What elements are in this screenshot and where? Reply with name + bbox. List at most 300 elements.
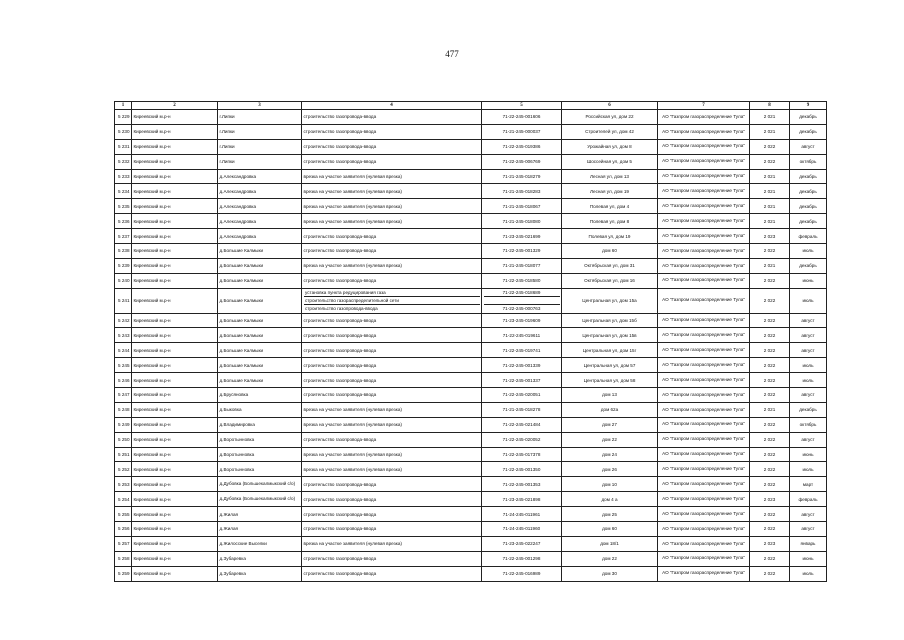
month: август [790,507,827,522]
organization: АО "Газпром газораспределение Тула" [658,184,750,199]
month: июль [790,373,827,388]
month: июнь [790,273,827,288]
year: 2 022 [750,432,790,447]
address: Российская ул, дом 22 [562,110,658,125]
application-id: 71-22-245-019386 [482,139,562,154]
settlement: д.Большие Калмыки [218,343,302,358]
year: 2 023 [750,229,790,244]
district: Киреевский м.р-н [132,566,218,581]
year: 2 021 [750,402,790,417]
settlement: д.Большие Калмыки [218,358,302,373]
table-row [115,522,827,537]
application-id: 71-22-245-018580 [482,273,562,288]
row-number: 5 241 [115,288,132,313]
month: август [790,432,827,447]
table-row [115,507,827,522]
year: 2 022 [750,139,790,154]
district: Киреевский м.р-н [132,432,218,447]
application-id-part [484,297,560,305]
column-header: 4 [302,102,482,110]
month: февраль [790,492,827,507]
application-id: 71-22-245-019741 [482,343,562,358]
month: октябрь [790,417,827,432]
settlement: г.Липки [218,124,302,139]
settlement: д.Александровка [218,199,302,214]
district: Киреевский м.р-н [132,124,218,139]
table-row [115,313,827,328]
work-type: строительство газопровода-ввода [302,432,482,447]
district: Киреевский м.р-н [132,313,218,328]
row-number: 5 247 [115,388,132,403]
address: Полевая ул, дом 4 [562,199,658,214]
settlement: д.Брусяновка [218,388,302,403]
column-header: 7 [658,102,750,110]
address: дом 4 а [562,492,658,507]
settlement: д.Воротынновка [218,447,302,462]
work-type: строительство газопровода-ввода [302,273,482,288]
year: 2 022 [750,343,790,358]
column-header: 9 [790,102,827,110]
settlement: д.Зубаревка [218,551,302,566]
application-id: 71-22-245-019611 [482,328,562,343]
district: Киреевский м.р-н [132,492,218,507]
address: Центральная ул, дом 15б [562,313,658,328]
table-row [115,154,827,169]
settlement: д.Александровка [218,214,302,229]
table-row [115,288,827,313]
application-id: 71-23-245-019609 [482,313,562,328]
year: 2 022 [750,477,790,492]
organization: АО "Газпром газораспределение Тула" [658,432,750,447]
address: дом 10 [562,477,658,492]
application-id-part: 71-22-245-018689 [484,289,560,297]
district: Киреевский м.р-н [132,154,218,169]
district: Киреевский м.р-н [132,258,218,273]
month: август [790,343,827,358]
settlement: д.Воротынновка [218,462,302,477]
work-type: строительство газопровода-ввода [302,313,482,328]
settlement: д.Большие Калмыки [218,273,302,288]
row-number: 5 243 [115,328,132,343]
district: Киреевский м.р-н [132,110,218,125]
organization: АО "Газпром газораспределение Тула" [658,258,750,273]
organization: АО "Газпром газораспределение Тула" [658,343,750,358]
table-row [115,328,827,343]
row-number: 5 234 [115,184,132,199]
row-number: 5 238 [115,244,132,259]
work-type: врезка на участке заявителя (нулевая врезка) [302,402,482,417]
table-row [115,169,827,184]
settlement: д.Большие Калмыки [218,258,302,273]
settlement: д.Александровка [218,229,302,244]
district: Киреевский м.р-н [132,199,218,214]
table-row [115,214,827,229]
table-row [115,566,827,581]
month: январь [790,536,827,551]
application-id [482,288,562,313]
column-header: 1 [115,102,132,110]
work-type: врезка на участке заявителя (нулевая врезка) [302,214,482,229]
district: Киреевский м.р-н [132,388,218,403]
row-number: 5 252 [115,462,132,477]
row-number: 5 233 [115,169,132,184]
column-header: 2 [132,102,218,110]
district: Киреевский м.р-н [132,462,218,477]
address: Полевая ул, дом 19 [562,229,658,244]
application-id: 71-21-245-000037 [482,124,562,139]
work-type: врезка на участке заявителя (нулевая врезка) [302,536,482,551]
address: дом 18/1 [562,536,658,551]
district: Киреевский м.р-н [132,477,218,492]
year: 2 022 [750,244,790,259]
year: 2 022 [750,551,790,566]
column-header: 5 [482,102,562,110]
application-id: 71-22-245-001329 [482,244,562,259]
table-row [115,110,827,125]
district: Киреевский м.р-н [132,373,218,388]
application-id: 71-22-245-001350 [482,462,562,477]
year: 2 022 [750,313,790,328]
year: 2 021 [750,214,790,229]
year: 2 022 [750,462,790,477]
month: октябрь [790,154,827,169]
row-number: 5 231 [115,139,132,154]
application-id: 71-21-245-018278 [482,402,562,417]
address: дом 26 [562,462,658,477]
settlement: д.Александровка [218,184,302,199]
address: дом 60 [562,244,658,259]
organization: АО "Газпром газораспределение Тула" [658,507,750,522]
work-type: врезка на участке заявителя (нулевая врезка) [302,184,482,199]
row-number: 5 253 [115,477,132,492]
settlement: д.Жилосские Выселки [218,536,302,551]
settlement: г.Липки [218,139,302,154]
row-number: 5 251 [115,447,132,462]
organization: АО "Газпром газораспределение Тула" [658,229,750,244]
address: Центральная ул, дом 58 [562,373,658,388]
month: декабрь [790,199,827,214]
row-number: 5 236 [115,214,132,229]
work-type: врезка на участке заявителя (нулевая врезка) [302,447,482,462]
district: Киреевский м.р-н [132,139,218,154]
table-row [115,536,827,551]
year: 2 022 [750,417,790,432]
row-number: 5 246 [115,373,132,388]
year: 2 022 [750,447,790,462]
month: июнь [790,447,827,462]
table-row [115,124,827,139]
district: Киреевский м.р-н [132,507,218,522]
application-id: 71-22-245-006769 [482,154,562,169]
application-id-part: 71-22-245-000763 [502,306,541,312]
organization: АО "Газпром газораспределение Тула" [658,139,750,154]
table-row [115,492,827,507]
address: Центральная ул, дом 15а [562,288,658,313]
month: декабрь [790,402,827,417]
settlement: д.Большие Калмыки [218,313,302,328]
table-row [115,432,827,447]
district: Киреевский м.р-н [132,328,218,343]
work-type: строительство газопровода-ввода [302,343,482,358]
organization: АО "Газпром газораспределение Тула" [658,169,750,184]
district: Киреевский м.р-н [132,184,218,199]
year: 2 023 [750,536,790,551]
month: июль [790,462,827,477]
application-id: 71-21-245-018080 [482,214,562,229]
application-id: 71-21-245-018279 [482,169,562,184]
application-id: 71-22-245-001353 [482,477,562,492]
year: 2 022 [750,388,790,403]
month: июль [790,288,827,313]
settlement: г.Липки [218,154,302,169]
row-number: 5 237 [115,229,132,244]
year: 2 021 [750,124,790,139]
address: Лесная ул, дом 19 [562,184,658,199]
table-body [115,110,827,582]
district: Киреевский м.р-н [132,358,218,373]
row-number: 5 249 [115,417,132,432]
application-id: 71-24-245-011961 [482,507,562,522]
work-type: врезка на участке заявителя (нулевая врезка) [302,199,482,214]
address: Центральная ул, дом 15в [562,328,658,343]
application-id: 71-22-245-020051 [482,388,562,403]
address: дом 30 [562,566,658,581]
organization: АО "Газпром газораспределение Тула" [658,447,750,462]
table-row [115,447,827,462]
row-number: 5 230 [115,124,132,139]
year: 2 023 [750,492,790,507]
organization: АО "Газпром газораспределение Тула" [658,154,750,169]
application-id: 71-22-245-016989 [482,566,562,581]
district: Киреевский м.р-н [132,343,218,358]
table-row [115,358,827,373]
table-row [115,199,827,214]
year: 2 022 [750,566,790,581]
address: дом 24 [562,447,658,462]
settlement: д.Жилая [218,522,302,537]
organization: АО "Газпром газораспределение Тула" [658,373,750,388]
organization: АО "Газпром газораспределение Тула" [658,110,750,125]
month: март [790,477,827,492]
application-id: 71-21-245-018067 [482,199,562,214]
row-number: 5 244 [115,343,132,358]
organization: АО "Газпром газораспределение Тула" [658,492,750,507]
application-id: 71-22-245-020052 [482,432,562,447]
year: 2 022 [750,358,790,373]
address: Полевая ул, дом 8 [562,214,658,229]
row-number: 5 250 [115,432,132,447]
application-id: 71-22-245-001298 [482,551,562,566]
organization: АО "Газпром газораспределение Тула" [658,124,750,139]
settlement: д.Дубовка (Большекалмыкский с/о) [218,477,302,492]
table-row [115,402,827,417]
month: июль [790,244,827,259]
work-type [302,288,482,313]
work-type: строительство газопровода-ввода [302,244,482,259]
application-id: 71-22-245-001606 [482,110,562,125]
row-number: 5 240 [115,273,132,288]
application-id: 71-23-245-022247 [482,536,562,551]
row-number: 5 256 [115,522,132,537]
work-type: врезка на участке заявителя (нулевая врезка) [302,169,482,184]
month: август [790,313,827,328]
year: 2 022 [750,154,790,169]
row-number: 5 245 [115,358,132,373]
settlement: д.Александровка [218,169,302,184]
district: Киреевский м.р-н [132,169,218,184]
address: Строителей ул, дом 42 [562,124,658,139]
month: июнь [790,551,827,566]
organization: АО "Газпром газораспределение Тула" [658,536,750,551]
year: 2 021 [750,258,790,273]
table-row [115,244,827,259]
organization: АО "Газпром газораспределение Тула" [658,417,750,432]
work-type: строительство газопровода-ввода [302,566,482,581]
table-row [115,373,827,388]
year: 2 021 [750,110,790,125]
address: дом 22 [562,432,658,447]
work-type: строительство газопровода-ввода [302,492,482,507]
organization: АО "Газпром газораспределение Тула" [658,328,750,343]
organization: АО "Газпром газораспределение Тула" [658,522,750,537]
settlement: д.Дубовка (Большекалмыкский с/о) [218,492,302,507]
work-type: строительство газопровода-ввода [302,522,482,537]
application-id: 71-22-245-001337 [482,373,562,388]
settlement: д.Жилая [218,507,302,522]
table-row [115,184,827,199]
organization: АО "Газпром газораспределение Тула" [658,477,750,492]
row-number: 5 258 [115,551,132,566]
work-type: строительство газопровода-ввода [302,507,482,522]
work-type: строительство газопровода-ввода [302,373,482,388]
work-type: строительство газопровода-ввода [302,358,482,373]
organization: АО "Газпром газораспределение Тула" [658,358,750,373]
address: дом 25 [562,507,658,522]
month: август [790,328,827,343]
work-type: строительство газопровода-ввода [302,388,482,403]
application-id: 71-24-245-011960 [482,522,562,537]
address: Урожайная ул, дом 8 [562,139,658,154]
column-header: 3 [218,102,302,110]
settlement: г.Липки [218,110,302,125]
district: Киреевский м.р-н [132,447,218,462]
district: Киреевский м.р-н [132,417,218,432]
page-number: 477 [445,49,459,59]
year: 2 022 [750,507,790,522]
row-number: 5 255 [115,507,132,522]
work-type-part: строительство газопровода-ввода [305,306,378,312]
table-row [115,477,827,492]
organization: АО "Газпром газораспределение Тула" [658,313,750,328]
work-type: строительство газопровода-ввода [302,477,482,492]
row-number: 5 229 [115,110,132,125]
address: дом 22 [562,551,658,566]
district: Киреевский м.р-н [132,244,218,259]
table-row [115,551,827,566]
settlement: д.Большие Калмыки [218,244,302,259]
table-row [115,388,827,403]
organization: АО "Газпром газораспределение Тула" [658,244,750,259]
table-row [115,417,827,432]
table-row [115,462,827,477]
month: август [790,139,827,154]
settlement: д.Большие Калмыки [218,328,302,343]
gasification-schedule-table [114,101,827,582]
year: 2 021 [750,169,790,184]
work-type: строительство газопровода-ввода [302,139,482,154]
organization: АО "Газпром газораспределение Тула" [658,288,750,313]
year: 2 022 [750,328,790,343]
organization: АО "Газпром газораспределение Тула" [658,551,750,566]
application-id: 71-21-245-018077 [482,258,562,273]
work-type: строительство газопровода-ввода [302,328,482,343]
month: декабрь [790,124,827,139]
column-header: 6 [562,102,658,110]
address: Центральная ул, дом 15г [562,343,658,358]
month: июль [790,358,827,373]
row-number: 5 235 [115,199,132,214]
work-type: строительство газопровода-ввода [302,110,482,125]
work-type: строительство газопровода-ввода [302,229,482,244]
row-number: 5 242 [115,313,132,328]
row-number: 5 232 [115,154,132,169]
month: декабрь [790,258,827,273]
header-row [115,102,827,110]
row-number: 5 248 [115,402,132,417]
month: декабрь [790,184,827,199]
year: 2 021 [750,199,790,214]
month: декабрь [790,214,827,229]
month: декабрь [790,169,827,184]
application-id: 71-22-245-021484 [482,417,562,432]
month: июль [790,566,827,581]
row-number: 5 259 [115,566,132,581]
application-id: 71-23-245-021699 [482,229,562,244]
organization: АО "Газпром газораспределение Тула" [658,199,750,214]
work-type: строительство газопровода-ввода [302,124,482,139]
settlement: д.Зубаревка [218,566,302,581]
year: 2 021 [750,184,790,199]
district: Киреевский м.р-н [132,551,218,566]
settlement: д.Быковка [218,402,302,417]
month: август [790,388,827,403]
work-type: врезка на участке заявителя (нулевая врезка) [302,258,482,273]
row-number: 5 257 [115,536,132,551]
work-type-part: строительство газораспределительной сети [304,297,480,305]
work-type: врезка на участке заявителя (нулевая врезка) [302,462,482,477]
address: Центральная ул, дом 57 [562,358,658,373]
address: Лесная ул, дом 13 [562,169,658,184]
organization: АО "Газпром газораспределение Тула" [658,214,750,229]
application-id: 71-23-245-021898 [482,492,562,507]
settlement: д.Большие Калмыки [218,288,302,313]
district: Киреевский м.р-н [132,288,218,313]
year: 2 022 [750,273,790,288]
organization: АО "Газпром газораспределение Тула" [658,273,750,288]
district: Киреевский м.р-н [132,522,218,537]
district: Киреевский м.р-н [132,402,218,417]
settlement: д.Воротынновка [218,432,302,447]
settlement: д.Большие Калмыки [218,373,302,388]
table-row [115,229,827,244]
column-header: 8 [750,102,790,110]
row-number: 5 254 [115,492,132,507]
month: февраль [790,229,827,244]
work-type: врезка на участке заявителя (нулевая врезка) [302,417,482,432]
district: Киреевский м.р-н [132,214,218,229]
year: 2 022 [750,373,790,388]
organization: АО "Газпром газораспределение Тула" [658,402,750,417]
